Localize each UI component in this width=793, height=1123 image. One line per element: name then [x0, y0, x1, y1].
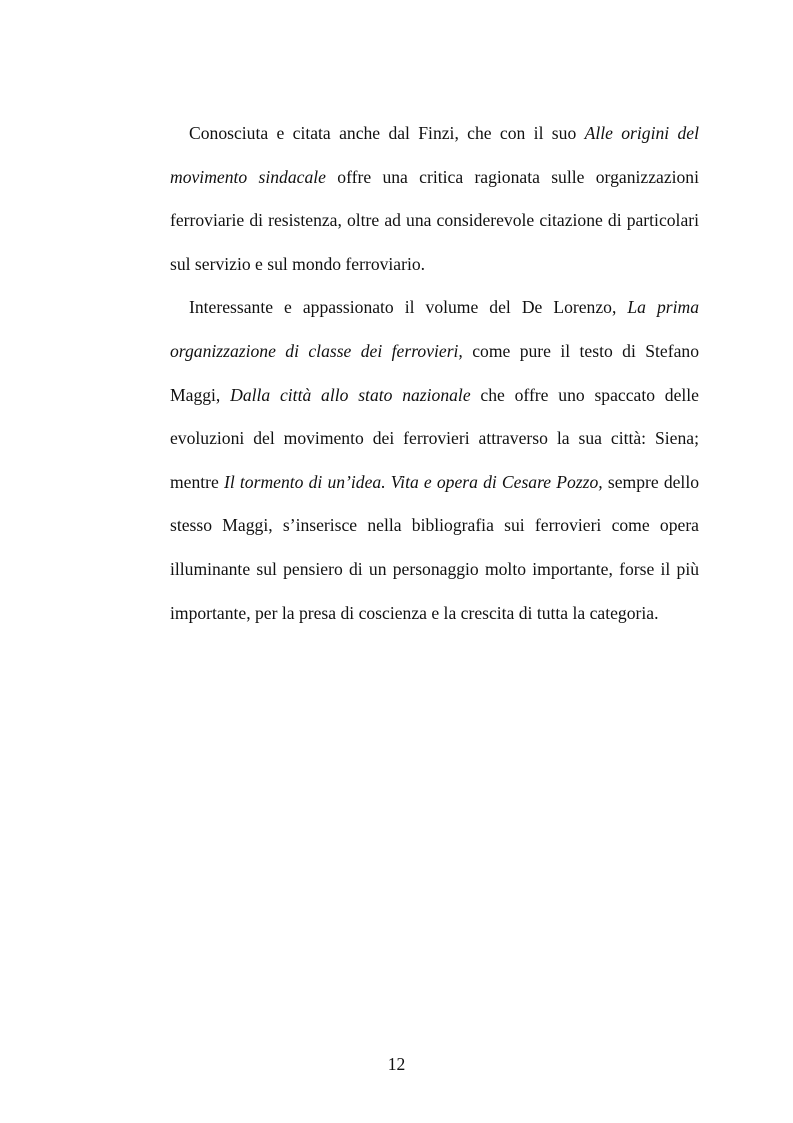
paragraph-2-text: sempre dello stesso Maggi, s’inserisce nella bibliografia sui ferrovieri come opera illuminante sul pensiero di un personaggio molto importante, forse il più importante, per la presa di coscienza e la crescita di tutta la categoria. — [170, 471, 699, 623]
body-text — [170, 112, 699, 635]
paragraph-1-text: Conosciuta e citata anche dal Finzi, che con il suo — [189, 123, 585, 143]
paragraph-2-title-dalla-citta: Dalla città allo stato nazionale — [230, 384, 471, 405]
page-number: 12 — [387, 1054, 406, 1074]
paragraph-2-title-la-prima-organizzazione: La prima organizzazione di classe dei ferrovieri, — [170, 297, 700, 361]
paragraph-2-title-il-tormento: Il tormento di un’idea. Vita e opera di Cesare Pozzo, — [224, 471, 603, 492]
paragraph-1-text: offre una critica ragionata sulle organizzazioni ferroviarie di resistenza, oltre ad una considerevole citazione di particolari sul servizio e sul mondo ferroviario. — [170, 166, 699, 274]
paragraph-2-text: che offre uno spaccato delle evoluzioni del movimento dei ferrovieri attraverso la sua città: Siena; mentre — [170, 384, 699, 492]
paragraph-2 — [170, 286, 699, 635]
paragraph-2-text: come pure il testo di Stefano Maggi, — [170, 340, 699, 405]
paragraph-1 — [170, 112, 699, 286]
paragraph-2-text: Interessante e appassionato il volume del De Lorenzo, — [189, 297, 628, 318]
paragraph-1-title-alle-origini: Alle origini del movimento sindacale — [170, 123, 699, 187]
